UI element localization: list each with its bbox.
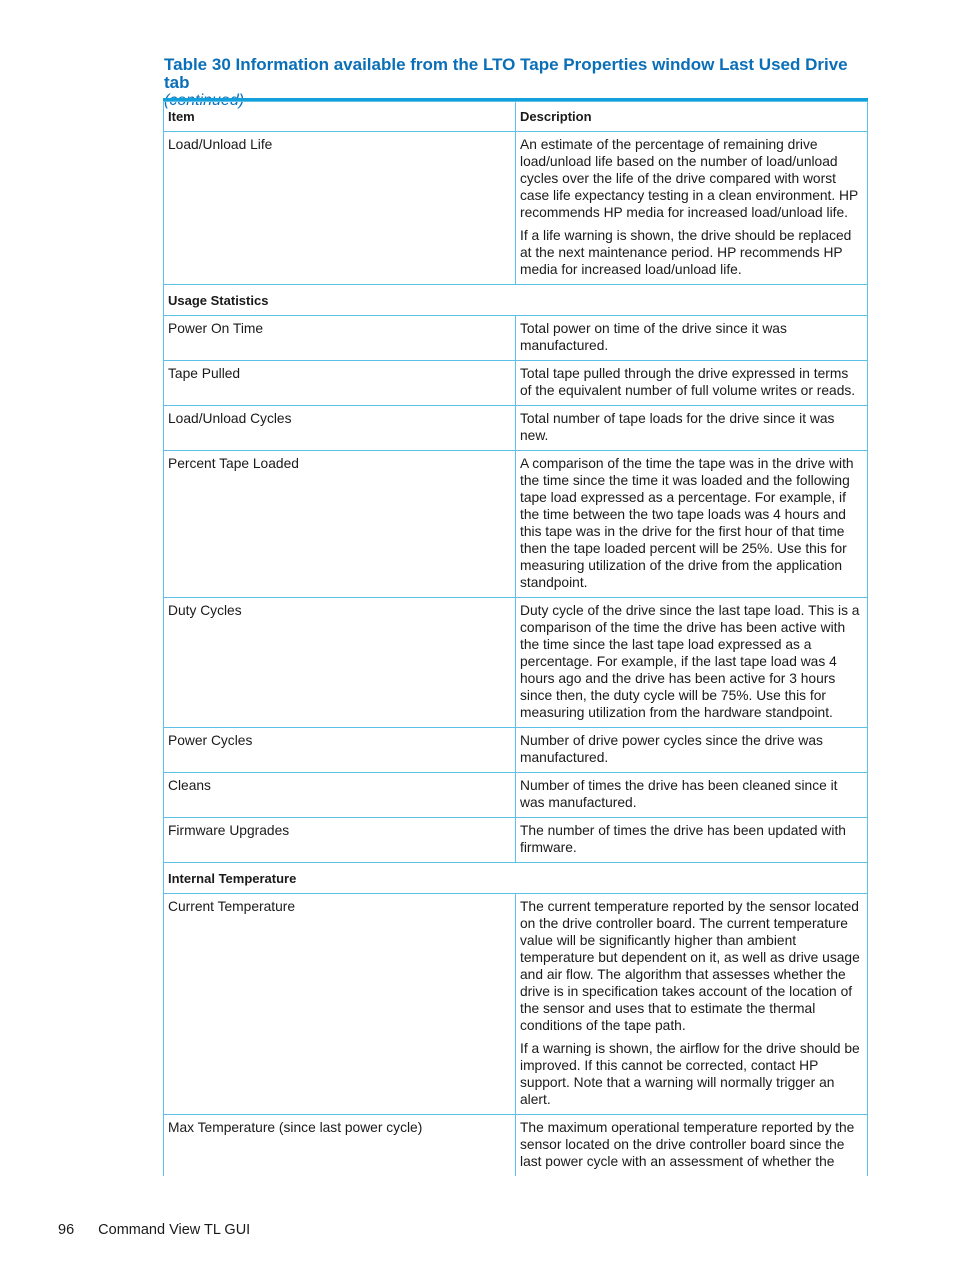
table-row <box>164 1115 868 1177</box>
item-cell: Tape Pulled <box>164 361 516 406</box>
item-cell: Max Temperature (since last power cycle) <box>164 1115 516 1177</box>
description-cell <box>516 728 868 773</box>
table-title: Table 30 Information available from the LTO Tape Properties window Last Used Drive tab <box>164 55 848 92</box>
description-cell <box>516 894 868 1115</box>
table-row <box>164 406 868 451</box>
properties-table <box>163 101 868 1176</box>
description-paragraph: The number of times the drive has been updated with firmware. <box>520 823 846 855</box>
description-paragraph: If a warning is shown, the airflow for the drive should be improved. If this cannot be corrected, contact HP support. Note that a warning will normally trigger an alert. <box>520 1041 860 1107</box>
item-cell: Duty Cycles <box>164 598 516 728</box>
table-row <box>164 361 868 406</box>
table-container <box>163 98 868 1201</box>
page-footer <box>58 1222 250 1238</box>
page-number: 96 <box>58 1222 75 1238</box>
table-row <box>164 818 868 863</box>
item-cell: Load/Unload Cycles <box>164 406 516 451</box>
description-cell <box>516 451 868 598</box>
description-paragraph: Number of drive power cycles since the drive was manufactured. <box>520 733 823 765</box>
header-item: Item <box>164 102 516 132</box>
description-paragraph: Total power on time of the drive since it was manufactured. <box>520 321 787 353</box>
section-row <box>164 285 868 316</box>
header-description: Description <box>516 102 868 132</box>
description-cell <box>516 132 868 285</box>
description-paragraph: Duty cycle of the drive since the last tape load. This is a comparison of the time the drive has been active with the time since the last tape load expressed as a percentage. For example, if the last tape load was 4 hours ago and the drive has been active for 3 hours since then, the duty cycle will be 75%. Use this for measuring utilization from the hardware standpoint. <box>520 603 860 720</box>
description-paragraph: The current temperature reported by the sensor located on the drive controller board. The current temperature value will be significantly higher than ambient temperature but dependent on it, as well as drive usage and air flow. The algorithm that assesses whether the drive is in specification takes account of the location of the sensor and uses that to estimate the thermal conditions of the tape path. <box>520 899 860 1033</box>
item-cell: Cleans <box>164 773 516 818</box>
description-cell <box>516 598 868 728</box>
description-paragraph: A comparison of the time the tape was in the drive with the time since the time it was loaded and the following tape load expressed as a percentage. For example, if the time between the two tape loads was 4 hours and this tape was in the drive for the first hour of that time then the tape loaded percent will be 25%. Use this for measuring utilization of the drive from the application standpoint. <box>520 456 854 590</box>
table-row <box>164 728 868 773</box>
section-row <box>164 863 868 894</box>
description-paragraph: The maximum operational temperature reported by the sensor located on the drive controller board since the last power cycle with an assessment of whether the <box>520 1120 855 1169</box>
description-cell <box>516 316 868 361</box>
description-paragraph: Total tape pulled through the drive expressed in terms of the equivalent number of full volume writes or reads. <box>520 366 856 398</box>
description-paragraph: Number of times the drive has been cleaned since it was manufactured. <box>520 778 838 810</box>
table-row <box>164 598 868 728</box>
section-heading: Usage Statistics <box>164 285 868 316</box>
item-cell: Firmware Upgrades <box>164 818 516 863</box>
table-body <box>164 132 868 1177</box>
item-cell: Power On Time <box>164 316 516 361</box>
table-row <box>164 773 868 818</box>
table-header-row <box>164 102 868 132</box>
description-paragraph: An estimate of the percentage of remaining drive load/unload life based on the number of load/unload cycles over the life of the drive compared with worst case life expectancy testing in a clean environment. HP recommends HP media for increased load/unload life. <box>520 137 858 220</box>
item-cell: Current Temperature <box>164 894 516 1115</box>
table-row <box>164 894 868 1115</box>
description-paragraph: If a life warning is shown, the drive should be replaced at the next maintenance period. HP recommends HP media for increased load/unload life. <box>520 228 852 277</box>
table-row <box>164 132 868 285</box>
description-cell <box>516 773 868 818</box>
description-cell <box>516 818 868 863</box>
item-cell: Power Cycles <box>164 728 516 773</box>
item-cell: Load/Unload Life <box>164 132 516 285</box>
description-cell <box>516 361 868 406</box>
table-row <box>164 316 868 361</box>
description-cell <box>516 1115 868 1177</box>
footer-section-title: Command View TL GUI <box>98 1222 251 1238</box>
table-row <box>164 451 868 598</box>
description-paragraph: Total number of tape loads for the drive since it was new. <box>520 411 835 443</box>
item-cell: Percent Tape Loaded <box>164 451 516 598</box>
section-heading: Internal Temperature <box>164 863 868 894</box>
description-cell <box>516 406 868 451</box>
